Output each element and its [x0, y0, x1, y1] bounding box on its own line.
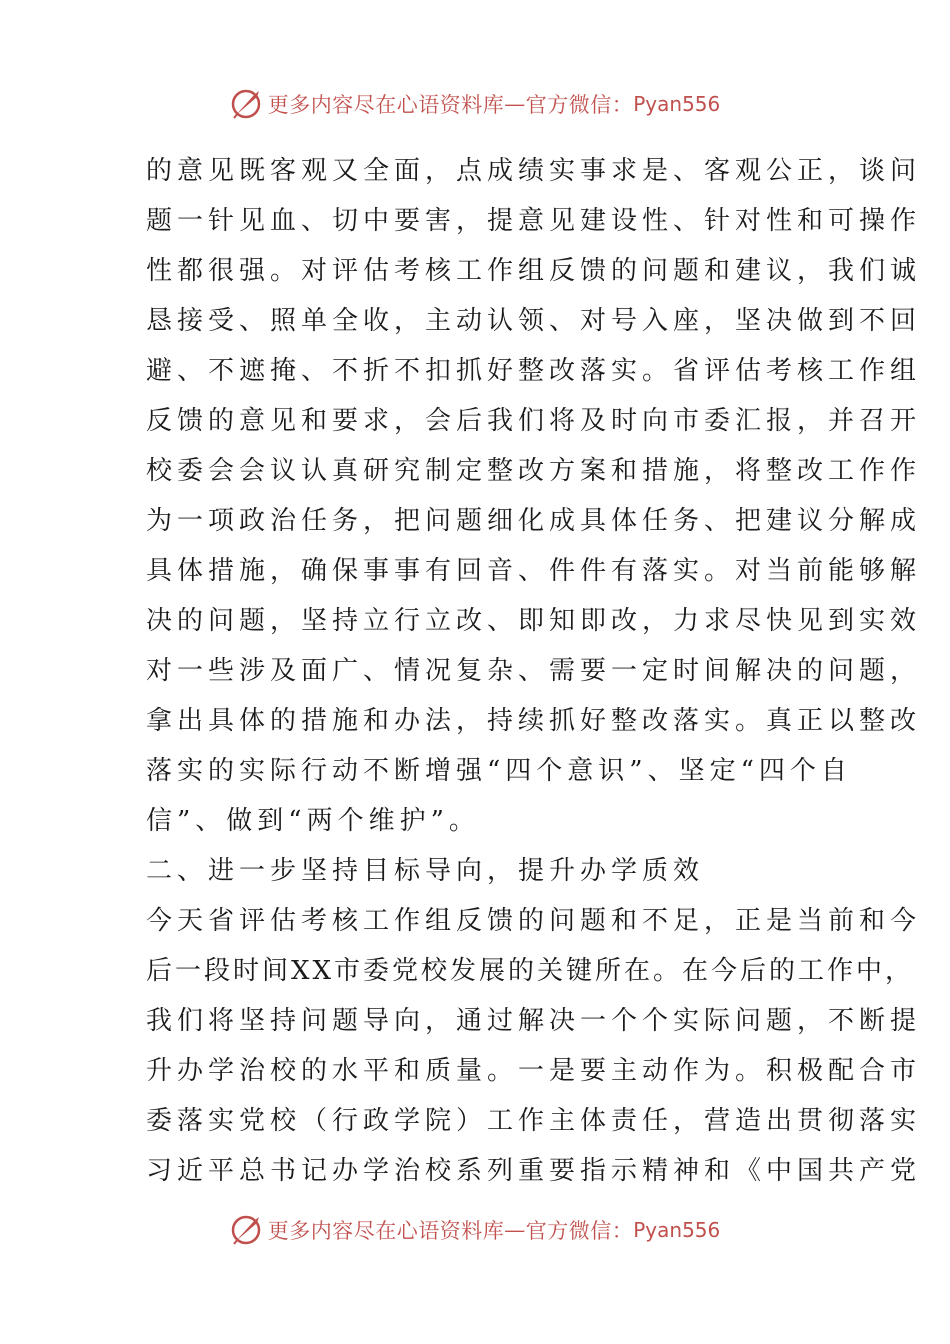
body-line: 升办学治校的水平和质量。一是要主动作为。积极配合市 [146, 1056, 922, 1086]
footer-banner [0, 1210, 950, 1250]
quill-logo-icon [230, 87, 264, 121]
body-line: 委落实党校（行政学院）工作主体责任，营造出贯彻落实 [146, 1106, 922, 1136]
body-line: 我们将坚持问题导向，通过解决一个个实际问题，不断提 [146, 1006, 922, 1036]
banner-text: 更多内容尽在心语资料库 [267, 93, 505, 117]
body-line: 题一针见血、切中要害，提意见建设性、针对性和可操作 [146, 206, 922, 236]
document-body [146, 148, 922, 1198]
body-line: 为一项政治任务，把问题细化成具体任务、把建议分解成 [146, 506, 922, 536]
body-line: 的意见既客观又全面，点成绩实事求是、客观公正，谈问 [146, 156, 922, 186]
body-line: 具体措施，确保事事有回音、件件有落实。对当前能够解 [146, 556, 922, 586]
banner-wechat-label: 官方微信： [525, 1219, 634, 1243]
body-line: 避、不遮掩、不折不扣抓好整改落实。省评估考核工作组 [146, 356, 922, 386]
body-line: 性都很强。对评估考核工作组反馈的问题和建议，我们诚 [146, 256, 922, 286]
banner-separator: — [504, 1218, 526, 1242]
banner-wechat-id: Pyan556 [633, 92, 721, 116]
section-heading: 二、进一步坚持目标导向，提升办学质效 [146, 856, 705, 886]
banner-wechat-label: 官方微信： [525, 93, 634, 117]
body-line: 对一些涉及面广、情况复杂、需要一定时间解决的问题， [146, 656, 922, 686]
quill-logo-icon [230, 1213, 264, 1247]
banner-wechat-id: Pyan556 [633, 1218, 721, 1242]
banner-separator: — [504, 92, 526, 116]
body-line: 落实的实际行动不断增强“四个意识”、坚定“四个自 [146, 756, 852, 786]
body-line: 习近平总书记办学治校系列重要指示精神和《中国共产党 [146, 1156, 922, 1186]
body-line: 恳接受、照单全收，主动认领、对号入座，坚决做到不回 [146, 306, 922, 336]
body-line: 今天省评估考核工作组反馈的问题和不足，正是当前和今 [146, 906, 922, 936]
body-line: 反馈的意见和要求，会后我们将及时向市委汇报，并召开 [146, 406, 922, 436]
body-line: 拿出具体的措施和办法，持续抓好整改落实。真正以整改 [146, 706, 922, 736]
body-line: 校委会会议认真研究制定整改方案和措施，将整改工作作 [146, 456, 922, 486]
header-banner [0, 84, 950, 124]
body-line: 后一段时间XX市委党校发展的关键所在。在今后的工作中， [146, 956, 915, 986]
banner-text: 更多内容尽在心语资料库 [267, 1219, 505, 1243]
body-line: 决的问题，坚持立行立改、即知即改，力求尽快见到实效 [146, 606, 922, 636]
body-line: 信”、做到“两个维护”。 [146, 806, 480, 836]
